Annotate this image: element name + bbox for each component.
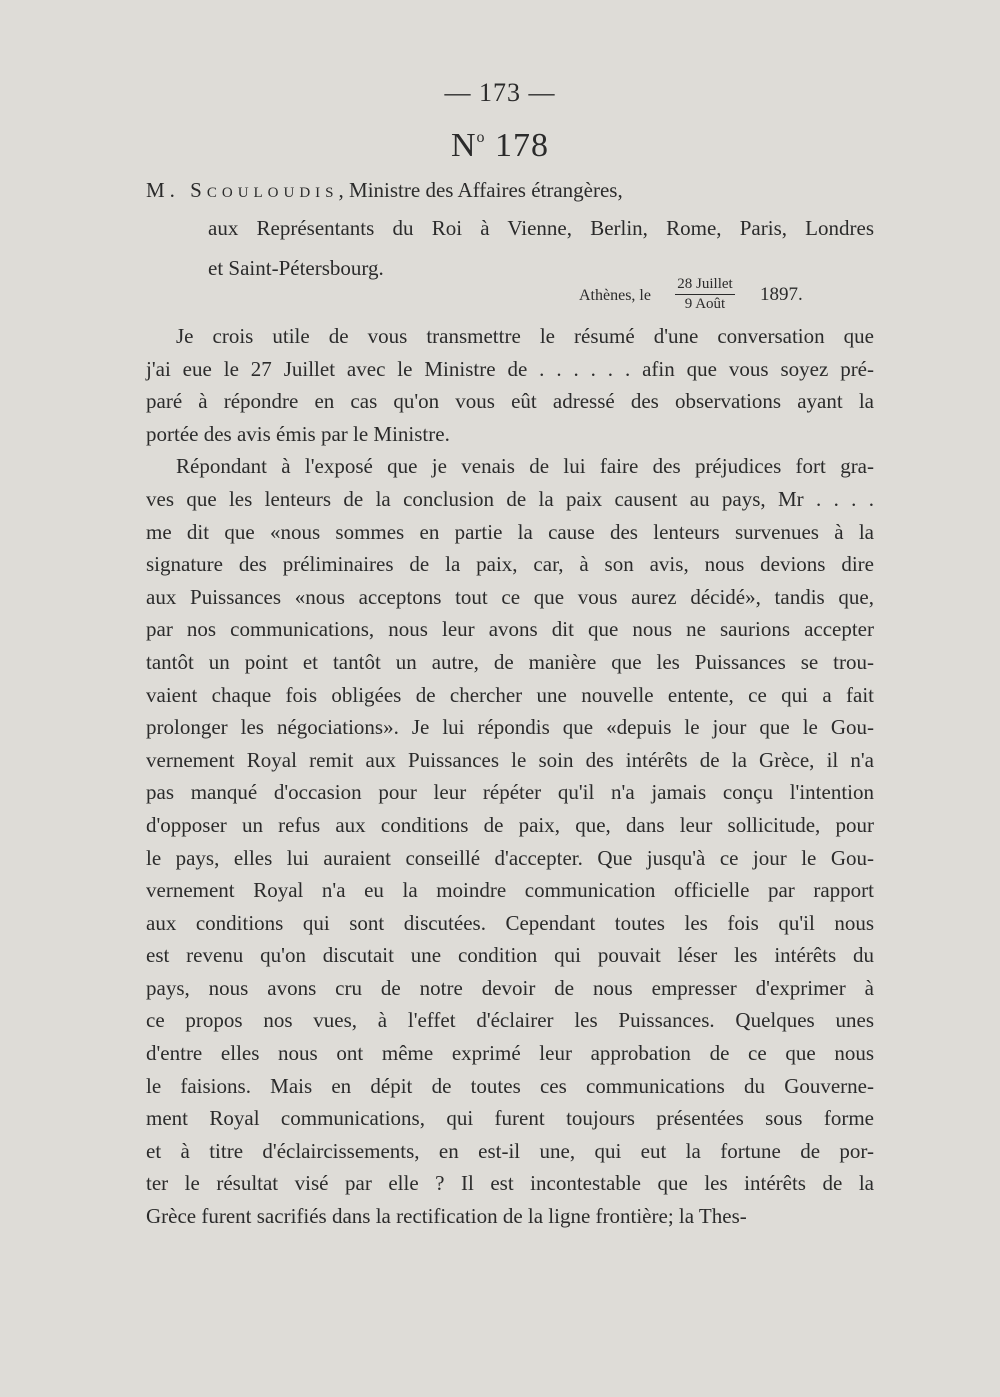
date-new-style: 9 Août bbox=[684, 296, 726, 312]
text-line: me dit que «nous sommes en partie la cause des lenteurs survenues à la bbox=[146, 519, 874, 544]
text-line: le faisions. Mais en dépit de toutes ces communications du Gouverne- bbox=[146, 1073, 874, 1098]
text-line: prolonger les négociations». Je lui répondis que «depuis le jour que le Gou- bbox=[146, 715, 874, 740]
text-line: portée des avis émis par le Ministre. bbox=[146, 421, 450, 446]
text-line: Répondant à l'exposé que je venais de lui faire des préjudices fort gra- bbox=[176, 454, 874, 479]
text-line: ves que les lenteurs de la conclusion de la paix causent au pays, Mr . . . . bbox=[146, 486, 874, 511]
text-line: d'opposer un refus aux conditions de paix, que, dans leur sollicitude, pour bbox=[146, 812, 874, 837]
page-number: — 173 — bbox=[444, 78, 556, 107]
text-line: j'ai eue le 27 Juillet avec le Ministre de . . . . . . afin que vous soyez pré- bbox=[146, 356, 874, 381]
recipients-line-2: et Saint-Pétersbourg. bbox=[208, 256, 384, 280]
date-old-style: 28 Juillet bbox=[675, 275, 735, 295]
document-number-value: 178 bbox=[485, 127, 550, 164]
text-line: ce propos nos vues, à l'effet d'éclairer les Puissances. Quelques unes bbox=[146, 1008, 874, 1033]
paragraph bbox=[146, 320, 874, 450]
text-line: aux conditions qui sont discutées. Cependant toutes les fois qu'il nous bbox=[146, 910, 874, 935]
text-line: ment Royal communications, qui furent toujours présentées sous forme bbox=[146, 1106, 874, 1131]
text-line: le pays, elles lui auraient conseillé d'accepter. Que jusqu'à ce jour le Gou- bbox=[146, 845, 874, 870]
document-number-prefix: N bbox=[450, 127, 477, 164]
document-number bbox=[0, 127, 1000, 165]
text-line: paré à répondre en cas qu'on vous eût adressé des observations ayant la bbox=[146, 389, 874, 414]
recipients-line-1: aux Représentants du Roi à Vienne, Berlin, Rome, Paris, Londres bbox=[208, 216, 874, 240]
text-line: signature des préliminaires de la paix, car, à son avis, nous devions dire bbox=[146, 552, 874, 577]
sender-name: M. Scouloudis bbox=[146, 178, 339, 202]
text-line: est revenu qu'on discutait une condition qui pouvait léser les intérêts du bbox=[146, 943, 874, 968]
date-year: 1897. bbox=[760, 284, 803, 305]
date-place: Athènes, le bbox=[579, 287, 651, 304]
text-line: vaient chaque fois obligées de chercher une nouvelle entente, ce qui a fait bbox=[146, 682, 874, 707]
sender-line bbox=[146, 178, 623, 203]
text-line: aux Puissances «nous acceptons tout ce que vous aurez décidé», tandis que, bbox=[146, 584, 874, 609]
text-line: pays, nous avons cru de notre devoir de nous empresser d'exprimer à bbox=[146, 975, 874, 1000]
document-number-superscript: o bbox=[476, 129, 486, 146]
text-line: ter le résultat visé par elle ? Il est incontestable que les intérêts de la bbox=[146, 1171, 874, 1196]
text-line: par nos communications, nous leur avons dit que nous ne saurions accepter bbox=[146, 617, 874, 642]
text-line: tantôt un point et tantôt un autre, de manière que les Puissances se trou- bbox=[146, 649, 874, 674]
text-line: Grèce furent sacrifiés dans la rectification de la ligne frontière; la Thes- bbox=[146, 1204, 747, 1229]
sender-title: , Ministre des Affaires étrangères, bbox=[338, 178, 623, 202]
text-line: vernement Royal n'a eu la moindre communication officielle par rapport bbox=[146, 878, 874, 903]
date-fraction bbox=[675, 275, 735, 314]
text-line: d'entre elles nous ont même exprimé leur approbation de ce que nous bbox=[146, 1041, 874, 1066]
text-line: et à titre d'éclaircissements, en est-il une, qui eut la fortune de por- bbox=[146, 1138, 874, 1163]
text-line: pas manqué d'occasion pour leur répéter qu'il n'a jamais conçu l'intention bbox=[146, 780, 874, 805]
paragraph bbox=[146, 450, 874, 1232]
letter-body bbox=[146, 320, 874, 1233]
text-line: vernement Royal remit aux Puissances le soin des intérêts de la Grèce, il n'a bbox=[146, 747, 874, 772]
text-line: Je crois utile de vous transmettre le résumé d'une conversation que bbox=[176, 324, 874, 348]
